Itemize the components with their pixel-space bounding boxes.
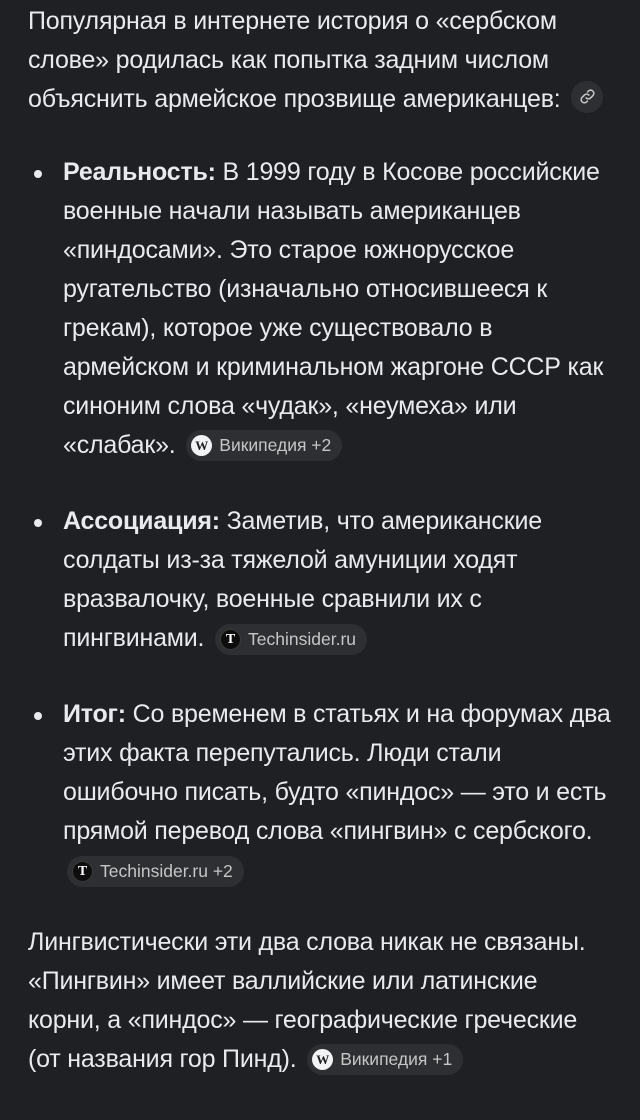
techinsider-icon: T [72, 861, 93, 882]
intro-text: Популярная в интернете история о «сербском слове» родилась как попытка задним числом объяснить армейское прозвище американцев: [28, 7, 561, 113]
list-item-text: Со временем в статьях и на форумах два этих факта перепутались. Люди стали ошибочно писать, будто «пиндос» — это и есть прямой перевод слова «пингвин» с сербского. [63, 700, 611, 845]
source-chip-techinsider[interactable] [67, 856, 244, 887]
source-chip-wikipedia[interactable] [307, 1044, 463, 1075]
outro-paragraph [28, 923, 612, 1079]
techinsider-icon: T [220, 629, 241, 650]
link-icon[interactable] [571, 81, 603, 113]
list-item-text: В 1999 году в Косове российские военные начали называть американцев «пиндосами». Это старое южнорусское ругательство (изначально относившееся к грекам), которое уже существовало в армейском и криминальном жаргоне СССР как синоним слова «чудак», «неумеха» или «слабак». [63, 158, 604, 459]
wikipedia-icon: W [312, 1049, 333, 1070]
source-chip-label: Techinsider.ru [248, 629, 357, 649]
source-chip-label: Википедия +1 [340, 1049, 453, 1069]
list-item-label: Ассоциация: [63, 507, 220, 535]
list-item-label: Реальность: [63, 158, 216, 186]
source-chip-techinsider[interactable] [215, 624, 367, 655]
outro-text: Лингвистически эти два слова никак не связаны. «Пингвин» имеет валлийские или латинские корни, а «пиндос» — географические греческие (от названия гор Пинд). [28, 928, 586, 1073]
list-item [28, 695, 612, 890]
list-item [28, 502, 612, 658]
bullet-list [28, 153, 612, 890]
list-item-text: Заметив, что американские солдаты из-за тяжелой амуниции ходят вразвалочку, военные сравнили их с пингвинами. [63, 507, 542, 652]
list-item [28, 153, 612, 465]
list-item-label: Итог: [63, 700, 126, 728]
intro-paragraph [28, 2, 612, 119]
wikipedia-icon: W [191, 435, 212, 456]
source-chip-label: Techinsider.ru +2 [100, 861, 233, 881]
source-chip-wikipedia[interactable] [186, 430, 342, 461]
source-chip-label: Википедия +2 [219, 435, 332, 455]
